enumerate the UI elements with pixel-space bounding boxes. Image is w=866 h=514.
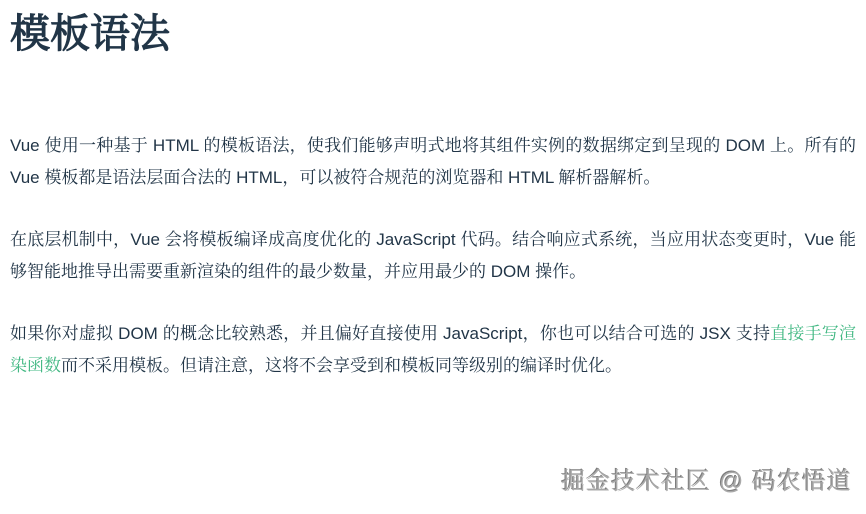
render-function-link[interactable]: 直接手写渲染函数 — [10, 324, 856, 375]
juejin-watermark: 掘金技术社区 @ 码农悟道 — [561, 468, 852, 495]
page-title: 模板语法 — [10, 12, 170, 56]
paragraph-template-syntax-intro: Vue 使用一种基于 HTML 的模板语法，使我们能够声明式地将其组件实例的数据绑定到呈现的 DOM 上。所有的 Vue 模板都是语法层面合法的 HTML，可以被符合规范的浏览器和 HTML 解析器解析。 — [10, 136, 856, 187]
paragraph-compiler-optimization: 在底层机制中，Vue 会将模板编译成高度优化的 JavaScript 代码。结合响应式系统，当应用状态变更时，Vue 能够智能地推导出需要重新渲染的组件的最少数量，并应用最少的 DOM 操作。 — [10, 230, 856, 281]
paragraph-render-function-note — [10, 318, 856, 382]
article-page — [0, 10, 866, 382]
paragraph-3-text-after-link: 而不采用模板。但请注意，这将不会享受到和模板同等级别的编译时优化。 — [61, 356, 622, 375]
paragraph-3-text-before-link: 如果你对虚拟 DOM 的概念比较熟悉，并且偏好直接使用 JavaScript，你也可以结合可选的 JSX 支持 — [10, 324, 771, 343]
